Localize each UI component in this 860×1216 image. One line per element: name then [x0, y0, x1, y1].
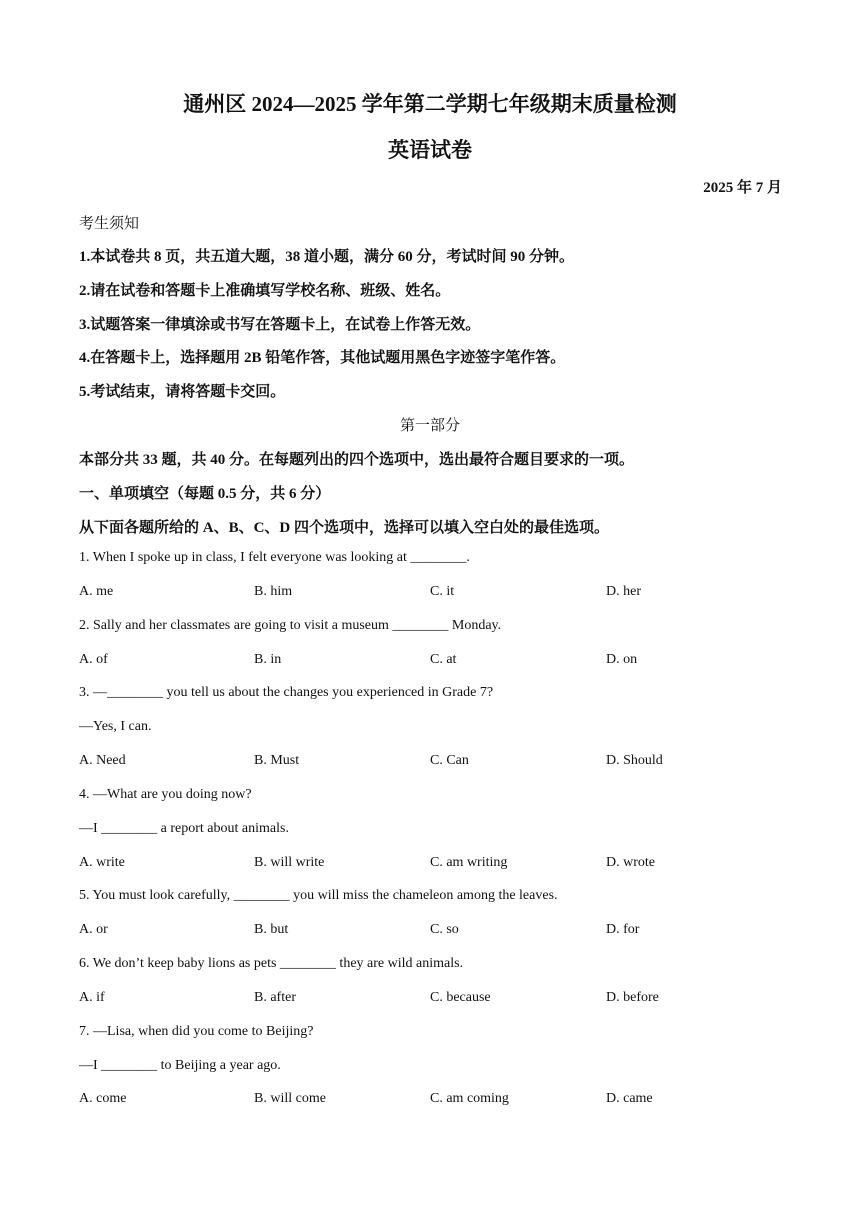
option-a: A. me — [79, 584, 114, 599]
part-title: 第一部分 — [399, 418, 460, 434]
exam-subtitle: 英语试卷 — [388, 138, 472, 162]
question-stem: 5. You must look carefully, ________ you will miss the chameleon among the leaves. — [79, 888, 558, 903]
question-stem: 6. We don’t keep baby lions as pets ________ they are wild animals. — [79, 956, 464, 971]
question-stem: 4. —What are you doing now? — [79, 787, 252, 802]
exam-title: 通州区 2024—2025 学年第二学期七年级期末质量检测 — [183, 92, 677, 116]
option-d: D. her — [606, 584, 641, 599]
question-stem-reply: —Yes, I can. — [79, 719, 152, 734]
part-intro: 本部分共 33 题，共 40 分。在每题列出的四个选项中，选出最符合题目要求的一项。 — [79, 452, 635, 468]
option-b: B. but — [254, 922, 289, 937]
option-c: C. at — [430, 652, 457, 667]
section-heading: 一、单项填空（每题 0.5 分，共 6 分） — [79, 486, 331, 502]
option-a: A. of — [79, 652, 108, 667]
option-a: A. if — [79, 990, 105, 1005]
option-d: D. for — [606, 922, 640, 937]
option-b: B. will come — [254, 1091, 326, 1106]
question-stem: 7. —Lisa, when did you come to Beijing? — [79, 1024, 314, 1039]
notice-heading: 考生须知 — [79, 216, 140, 232]
option-d: D. on — [606, 652, 638, 667]
notice-item: 2.请在试卷和答题卡上准确填写学校名称、班级、姓名。 — [79, 283, 451, 299]
option-b: B. will write — [254, 855, 325, 870]
option-d: D. Should — [606, 753, 663, 768]
notice-item: 4.在答题卡上，选择题用 2B 铅笔作答，其他试题用黑色字迹签字笔作答。 — [79, 350, 566, 366]
section-instruction: 从下面各题所给的 A、B、C、D 四个选项中，选择可以填入空白处的最佳选项。 — [79, 520, 610, 536]
question-stem: 3. —________ you tell us about the changes you experienced in Grade 7? — [79, 685, 494, 700]
notice-item: 1.本试卷共 8 页，共五道大题，38 道小题，满分 60 分，考试时间 90 分钟。 — [79, 249, 575, 265]
question-stem: 2. Sally and her classmates are going to visit a museum ________ Monday. — [79, 618, 502, 633]
option-a: A. or — [79, 922, 108, 937]
option-a: A. come — [79, 1091, 127, 1106]
option-c: C. because — [430, 990, 491, 1005]
option-c: C. so — [430, 922, 459, 937]
notice-item: 3.试题答案一律填涂或书写在答题卡上，在试卷上作答无效。 — [79, 317, 481, 333]
option-c: C. Can — [430, 753, 469, 768]
option-a: A. write — [79, 855, 125, 870]
exam-date: 2025 年 7 月 — [703, 180, 782, 196]
option-b: B. Must — [254, 753, 300, 768]
option-b: B. in — [254, 652, 282, 667]
option-c: C. it — [430, 584, 455, 599]
option-b: B. after — [254, 990, 296, 1005]
question-stem-reply: —I ________ a report about animals. — [79, 821, 289, 836]
question-stem: 1. When I spoke up in class, I felt everyone was looking at ________. — [79, 550, 470, 565]
option-c: C. am writing — [430, 855, 508, 870]
option-b: B. him — [254, 584, 293, 599]
option-d: D. before — [606, 990, 659, 1005]
question-stem-reply: —I ________ to Beijing a year ago. — [79, 1058, 281, 1073]
notice-item: 5.考试结束，请将答题卡交回。 — [79, 384, 286, 400]
option-c: C. am coming — [430, 1091, 509, 1106]
option-a: A. Need — [79, 753, 126, 768]
option-d: D. wrote — [606, 855, 655, 870]
option-d: D. came — [606, 1091, 653, 1106]
